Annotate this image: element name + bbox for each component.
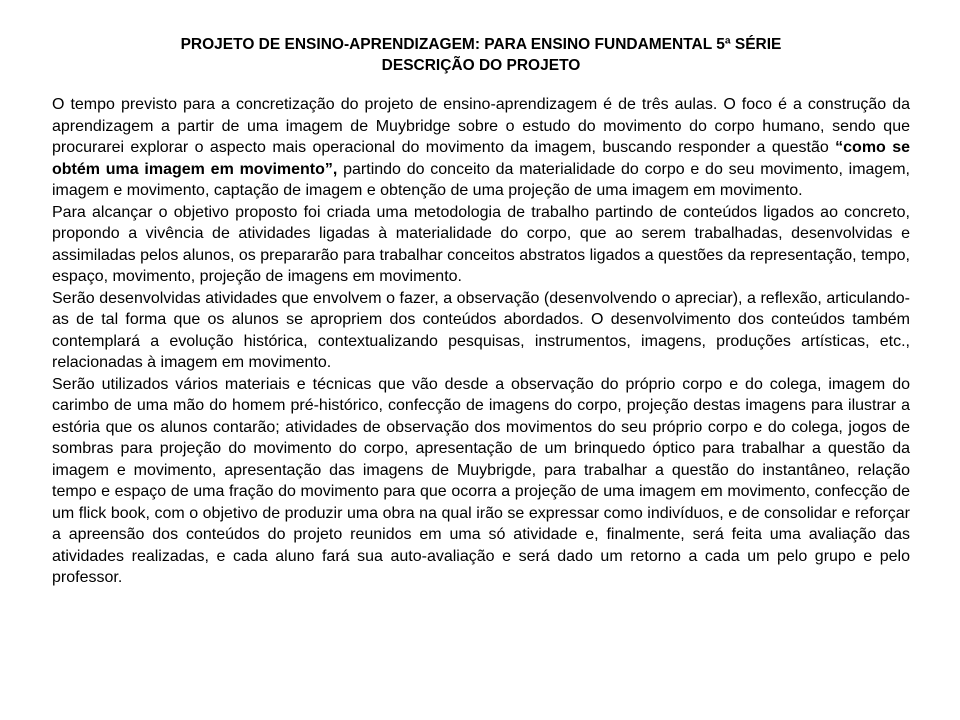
paragraph-1-text-start: O tempo previsto para a concretização do projeto de ensino-aprendizagem é de três aulas. O foco é a construção da aprendizagem a partir de uma imagem de Muybridge sobre o estudo do movimento do corpo humano, sendo que procurarei explorar o aspecto mais operacional do movimento da imagem, buscando responder a questão <box>52 96 910 156</box>
paragraph-3: Serão desenvolvidas atividades que envolvem o fazer, a observação (desenvolvendo o apreciar), a reflexão, articulando-as de tal forma que os alunos se apropriem dos conteúdos abordados. O desenvolvimento dos conteúdos também contemplará a evolução histórica, contextualizando pesquisas, instrumentos, imagens, produções artísticas, etc., relacionadas à imagem em movimento. <box>52 289 910 371</box>
document-page <box>52 34 910 589</box>
document-subtitle: DESCRIÇÃO DO PROJETO <box>381 57 581 74</box>
document-title: PROJETO DE ENSINO-APRENDIZAGEM: PARA ENSINO FUNDAMENTAL 5ª SÉRIE <box>180 36 782 53</box>
document-body <box>52 94 910 589</box>
paragraph-1 <box>52 94 910 202</box>
paragraph-4: Serão utilizados vários materiais e técnicas que vão desde a observação do próprio corpo e do colega, imagem do carimbo de uma mão do homem pré-histórico, confecção de imagens do corpo, projeção destas imagens para ilustrar a estória que os alunos contarão; atividades de observação dos movimentos do seu próprio corpo e do colega, jogos de sombras para projeção do movimento do corpo, apresentação de um brinquedo óptico para trabalhar a questão da imagem e movimento, apresentação das imagens de Muybrigde, para trabalhar a questão do instantâneo, relação tempo e espaço de uma fração do movimento para que ocorra a projeção de uma imagem em movimento, confecção de um flick book, com o objetivo de produzir uma obra na qual irão se expressar como indivíduos, e de consolidar e reforçar a apreensão dos conteúdos do projeto reunidos em uma só atividade e, finalmente, será feita uma avaliação das atividades realizadas, e cada aluno fará sua auto-avaliação e será dado um retorno a cada um pelo grupo e pelo professor. <box>52 375 910 586</box>
document-header <box>52 34 910 76</box>
paragraph-1-emphasis: “como se obtém uma imagem em movimento”, <box>52 139 910 178</box>
paragraph-2: Para alcançar o objetivo proposto foi criada uma metodologia de trabalho partindo de conteúdos ligados ao concreto, propondo a vivência de atividades ligadas à materialidade do corpo, que ao serem trabalhadas, desenvolvidas e assimiladas pelos alunos, os prepararão para trabalhar conceitos abstratos ligados a questões da representação, tempo, espaço, movimento, projeção de imagens em movimento. <box>52 203 910 285</box>
paragraph-1-text-end: partindo do conceito da materialidade do corpo e do seu movimento, imagem, imagem e movimento, captação de imagem e obtenção de uma projeção de uma imagem em movimento. <box>52 160 911 199</box>
